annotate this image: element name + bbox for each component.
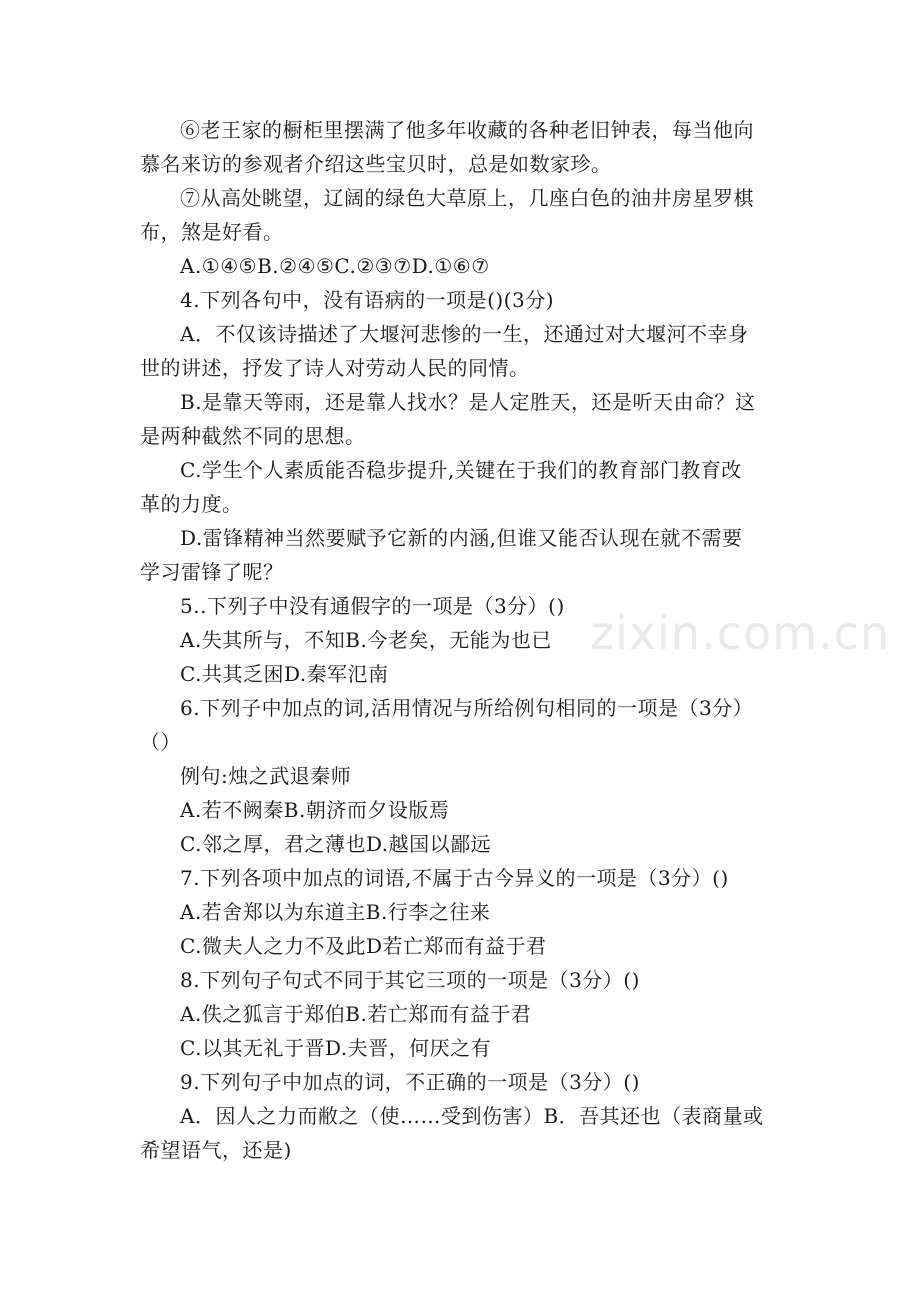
text-line: A.若不阙秦B.朝济而夕设版焉 [180, 798, 450, 822]
text-line: 例句:烛之武退秦师 [180, 764, 352, 788]
text-line: C.以其无礼于晋D.夫晋，何厌之有 [180, 1036, 492, 1060]
text-line: 7.下列各项中加点的词语,不属于古今异义的一项是（3分）() [180, 866, 729, 890]
text-line: 5..下列子中没有通假字的一项是（3分）() [180, 594, 565, 618]
text-line: 布，煞是好看。 [140, 220, 284, 244]
text-line: 学习雷锋了呢？ [140, 560, 284, 584]
text-line: （） [140, 730, 181, 754]
watermark: zixin.com.cn [590, 606, 891, 660]
text-line: 希望语气，还是) [140, 1138, 292, 1162]
text-line: 慕名来访的参观者介绍这些宝贝时，总是如数家珍。 [140, 152, 612, 176]
text-line: C.邻之厚，君之薄也D.越国以鄙远 [180, 832, 492, 856]
text-line: A．因人之力而敝之（使……受到伤害）B．吾其还也（表商量或 [180, 1104, 764, 1128]
text-line: 世的讲述，抒发了诗人对劳动人民的同情。 [140, 356, 530, 380]
text-line: C.共其乏困D.秦军氾南 [180, 662, 389, 686]
text-line: 革的力度。 [140, 492, 243, 516]
text-line: B.是靠天等雨，还是靠人找水？是人定胜天，还是听天由命？这 [180, 390, 756, 414]
text-line: 4.下列各句中，没有语病的一项是()(3分) [180, 288, 555, 312]
text-line: 8.下列句子句式不同于其它三项的一项是（3分）() [180, 968, 640, 992]
text-line: A.失其所与，不知B.今老矣，无能为也已 [180, 628, 552, 652]
text-line: A.佚之狐言于郑伯B.若亡郑而有益于君 [180, 1002, 532, 1026]
text-line: ⑦从高处眺望，辽阔的绿色大草原上，几座白色的油井房星罗棋 [180, 186, 754, 210]
text-line: A.①④⑤B.②④⑤C.②③⑦D.①⑥⑦ [180, 254, 490, 278]
text-line: A．不仅该诗描述了大堰河悲惨的一生，还通过对大堰河不幸身 [180, 322, 749, 346]
text-line: D.雷锋精神当然要赋予它新的内涵,但谁又能否认现在就不需要 [180, 526, 743, 550]
text-line: ⑥老王家的橱柜里摆满了他多年收藏的各种老旧钟表，每当他向 [180, 118, 754, 142]
text-line: C.微夫人之力不及此D若亡郑而有益于君 [180, 934, 547, 958]
text-line: A.若舍郑以为东道主B.行李之往来 [180, 900, 491, 924]
text-line: 6.下列子中加点的词,活用情况与所给例句相同的一项是（3分） [180, 696, 754, 720]
text-line: C.学生个人素质能否稳步提升,关键在于我们的教育部门教育改 [180, 458, 742, 482]
text-line: 是两种截然不同的思想。 [140, 424, 366, 448]
text-line: 9.下列句子中加点的词，不正确的一项是（3分）() [180, 1070, 640, 1094]
